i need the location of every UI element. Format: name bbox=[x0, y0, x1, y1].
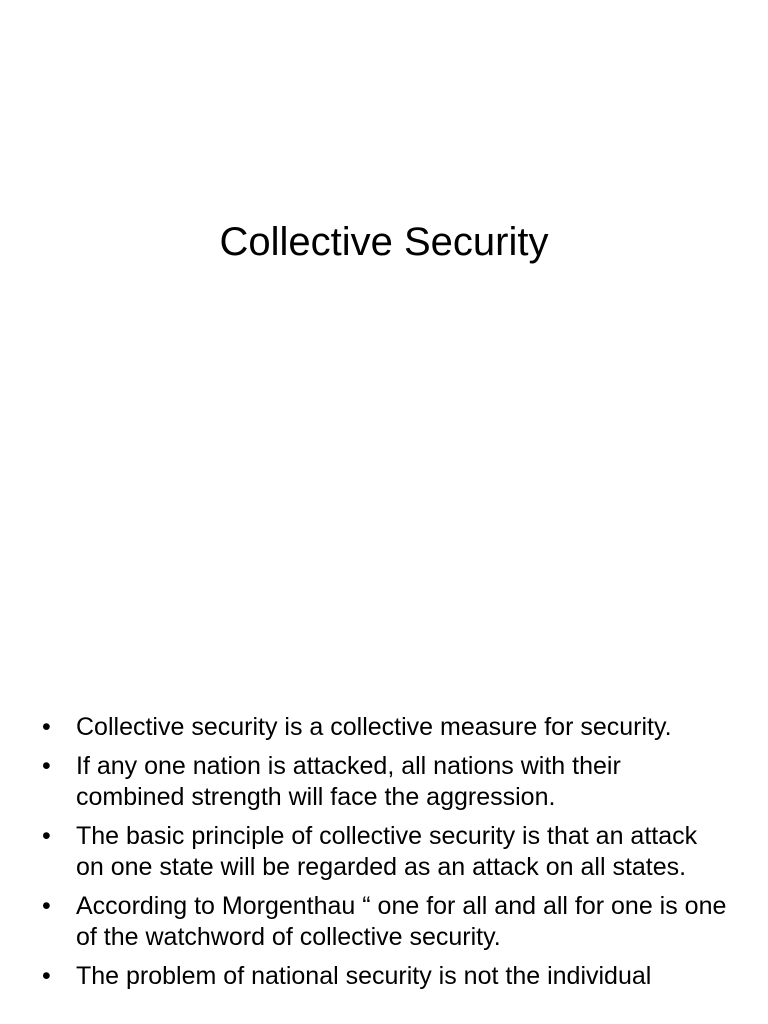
bullet-item bbox=[40, 821, 730, 883]
bullet-item bbox=[40, 961, 730, 992]
bullet-text: If any one nation is attacked, all nations with their combined strength will face the aggression. bbox=[76, 752, 621, 811]
bullet-text: The problem of national security is not the individual bbox=[76, 962, 652, 990]
bullet-dot-icon: • bbox=[42, 752, 51, 780]
bullet-text: Collective security is a collective measure for security. bbox=[76, 713, 672, 741]
bullet-dot-icon: • bbox=[42, 822, 51, 850]
bullet-dot-icon: • bbox=[42, 962, 51, 990]
slide-title: Collective Security bbox=[219, 220, 549, 264]
bullet-item bbox=[40, 712, 730, 743]
bullet-text: According to Morgenthau “ one for all and all for one is one of the watchword of collective security. bbox=[76, 892, 727, 951]
bullet-text: The basic principle of collective security is that an attack on one state will be regarded as an attack on all states. bbox=[76, 822, 698, 881]
bullet-dot-icon: • bbox=[42, 892, 51, 920]
bullet-item bbox=[40, 751, 730, 813]
bullet-dot-icon: • bbox=[42, 713, 51, 741]
bullet-list bbox=[40, 712, 730, 1000]
bullet-item bbox=[40, 891, 730, 953]
